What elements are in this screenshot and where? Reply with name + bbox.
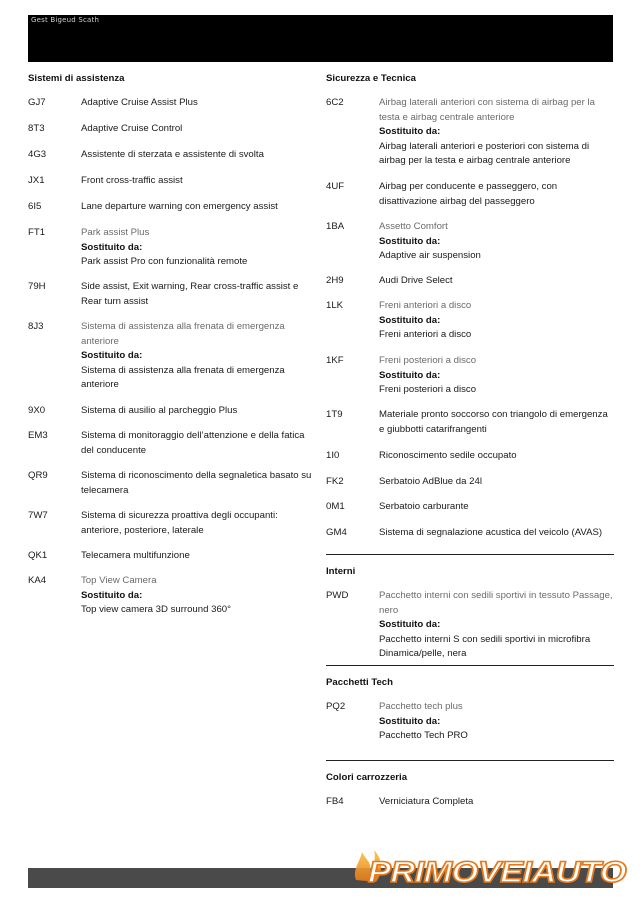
item-text: Lane departure warning con emergency assist [81, 201, 278, 212]
list-item [28, 320, 316, 404]
item-code: EM3 [28, 430, 48, 441]
section-title-assistenza: Sistemi di assistenza [28, 73, 125, 84]
item-text: Front cross-traffic assist [81, 175, 183, 186]
item-code: 1I0 [326, 450, 340, 461]
header-text: Gest Bigeud Scath [31, 16, 100, 24]
list-item [326, 354, 614, 408]
replacement-text: Freni anteriori a disco [379, 329, 472, 340]
item-desc [379, 96, 614, 180]
item-text: Assistente di sterzata e assistente di svolta [81, 149, 264, 160]
section-title-interni: Interni [326, 566, 356, 577]
item-desc [81, 574, 316, 622]
replacement-text: Pacchetto Tech PRO [379, 730, 468, 741]
item-text: Airbag per conducente e passeggero, con disattivazione airbag del passeggero [379, 181, 558, 207]
item-text: Riconoscimento sedile occupato [379, 450, 517, 461]
item-code: 6I5 [28, 201, 42, 212]
list-item [326, 795, 614, 815]
list-item [28, 509, 316, 549]
replaced-by-label: Sostituito da: [81, 350, 143, 361]
list-item [28, 280, 316, 320]
item-code: 6C2 [326, 97, 344, 108]
left-column [28, 72, 316, 622]
item-code: FK2 [326, 476, 344, 487]
list-item [326, 274, 614, 299]
section-title-pacchetti: Pacchetti Tech [326, 677, 394, 688]
replaced-by-label: Sostituito da: [81, 589, 143, 601]
item-desc [81, 226, 316, 280]
item-text: Freni anteriori a disco [379, 300, 472, 311]
header-bar [28, 15, 613, 62]
item-code: 4UF [326, 181, 345, 192]
replaced-by-label: Sostituito da: [379, 235, 441, 247]
replaced-by-label: Sostituito da: [379, 314, 441, 326]
replacement-text: Airbag laterali anteriori e posteriori con sistema di airbag per la testa e airbag centrale anteriore [379, 140, 590, 166]
item-text: Airbag laterali anteriori con sistema di airbag per la testa e airbag centrale anteriore [379, 97, 595, 123]
list-item [326, 589, 614, 665]
section-title-colori: Colori carrozzeria [326, 772, 408, 783]
item-text: Assetto Comfort [379, 221, 448, 232]
item-desc [379, 220, 614, 274]
item-text: Audi Drive Select [379, 275, 453, 286]
item-code: 8J3 [28, 321, 44, 332]
item-code: 1LK [326, 300, 344, 311]
item-code: QR9 [28, 470, 48, 481]
item-desc [379, 589, 614, 665]
item-code: GM4 [326, 527, 347, 538]
list-item [326, 408, 614, 449]
item-text: Pacchetto tech plus [379, 701, 463, 712]
item-code: JX1 [28, 175, 45, 186]
list-item [28, 122, 316, 148]
item-text: Telecamera multifunzione [81, 550, 190, 561]
list-item [326, 299, 614, 354]
item-text: Pacchetto interni con sedili sportivi in tessuto Passage, nero [379, 590, 613, 616]
item-text: Sistema di ausilio al parcheggio Plus [81, 405, 238, 416]
item-code: 79H [28, 281, 46, 292]
replacement-text: Top view camera 3D surround 360° [81, 604, 231, 615]
item-code: 7W7 [28, 510, 48, 521]
item-code: 1BA [326, 221, 345, 232]
item-code: GJ7 [28, 97, 46, 108]
item-text: Materiale pronto soccorso con triangolo di emergenza e giubbotti catarifrangenti [379, 409, 608, 435]
list-item [326, 526, 614, 552]
item-code: 1T9 [326, 409, 343, 420]
item-code: 8T3 [28, 123, 45, 134]
replacement-text: Sistema di assistenza alla frenata di emergenza anteriore [81, 364, 285, 390]
item-code: 0M1 [326, 501, 345, 512]
list-item [326, 475, 614, 500]
list-item [28, 174, 316, 200]
item-code: PWD [326, 590, 349, 601]
item-code: FT1 [28, 227, 46, 238]
item-code: 1KF [326, 355, 344, 366]
list-item [28, 226, 316, 280]
item-text: Adaptive Cruise Control [81, 123, 183, 134]
item-text: Side assist, Exit warning, Rear cross-traffic assist e Rear turn assist [81, 281, 299, 307]
item-text: Sistema di segnalazione acustica del veicolo (AVAS) [379, 527, 603, 538]
list-item [326, 500, 614, 526]
section-title-sicurezza: Sicurezza e Tecnica [326, 73, 416, 84]
item-text: Adaptive Cruise Assist Plus [81, 97, 198, 108]
replacement-text: Adaptive air suspension [379, 250, 481, 261]
list-item [326, 700, 614, 760]
section-divider [326, 554, 614, 555]
replacement-text: Pacchetto interni S con sedili sportivi in microfibra Dinamica/pelle, nera [379, 633, 591, 659]
item-text: Sistema di assistenza alla frenata di emergenza anteriore [81, 321, 285, 347]
section-divider [326, 760, 614, 761]
primoveiauto-logo [350, 844, 630, 890]
item-desc [379, 299, 614, 354]
item-text: Sistema di monitoraggio dell’attenzione e della fatica del conducente [81, 430, 305, 456]
item-text: Verniciatura Completa [379, 796, 474, 807]
list-item [326, 449, 614, 475]
list-item [28, 429, 316, 469]
item-text: Serbatoio carburante [379, 501, 469, 512]
item-text: Park assist Plus [81, 227, 150, 238]
section-divider [326, 665, 614, 666]
item-desc [81, 320, 316, 404]
item-desc [379, 354, 614, 408]
list-item [28, 96, 316, 122]
list-item [28, 148, 316, 174]
item-code: QK1 [28, 550, 48, 561]
item-text: Sistema di sicurezza proattiva degli occupanti: anteriore, posteriore, laterale [81, 510, 278, 536]
replaced-by-label: Sostituito da: [81, 241, 143, 253]
item-code: FB4 [326, 796, 344, 807]
item-desc [379, 700, 614, 760]
replacement-text: Freni posteriori a disco [379, 384, 477, 395]
item-code: 2H9 [326, 275, 344, 286]
item-code: 4G3 [28, 149, 47, 160]
list-item [326, 180, 614, 220]
list-item [28, 200, 316, 226]
replacement-text: Park assist Pro con funzionalità remote [81, 256, 248, 267]
replaced-by-label: Sostituito da: [379, 715, 441, 727]
list-item [326, 220, 614, 274]
replaced-by-label: Sostituito da: [379, 619, 441, 630]
list-item [28, 574, 316, 622]
item-code: PQ2 [326, 701, 346, 712]
list-item [28, 469, 316, 509]
replaced-by-label: Sostituito da: [379, 369, 441, 381]
item-text: Sistema di riconoscimento della segnaletica basato su telecamera [81, 470, 312, 496]
list-item [326, 96, 614, 180]
item-code: 9X0 [28, 405, 46, 416]
logo-text: PRIMOVEIAUTO [368, 856, 627, 889]
replaced-by-label: Sostituito da: [379, 126, 441, 137]
right-column [326, 72, 614, 815]
item-text: Freni posteriori a disco [379, 355, 477, 366]
list-item [28, 404, 316, 429]
list-item [28, 549, 316, 574]
item-code: KA4 [28, 575, 47, 586]
item-text: Top View Camera [81, 575, 157, 586]
item-text: Serbatoio AdBlue da 24l [379, 476, 482, 487]
